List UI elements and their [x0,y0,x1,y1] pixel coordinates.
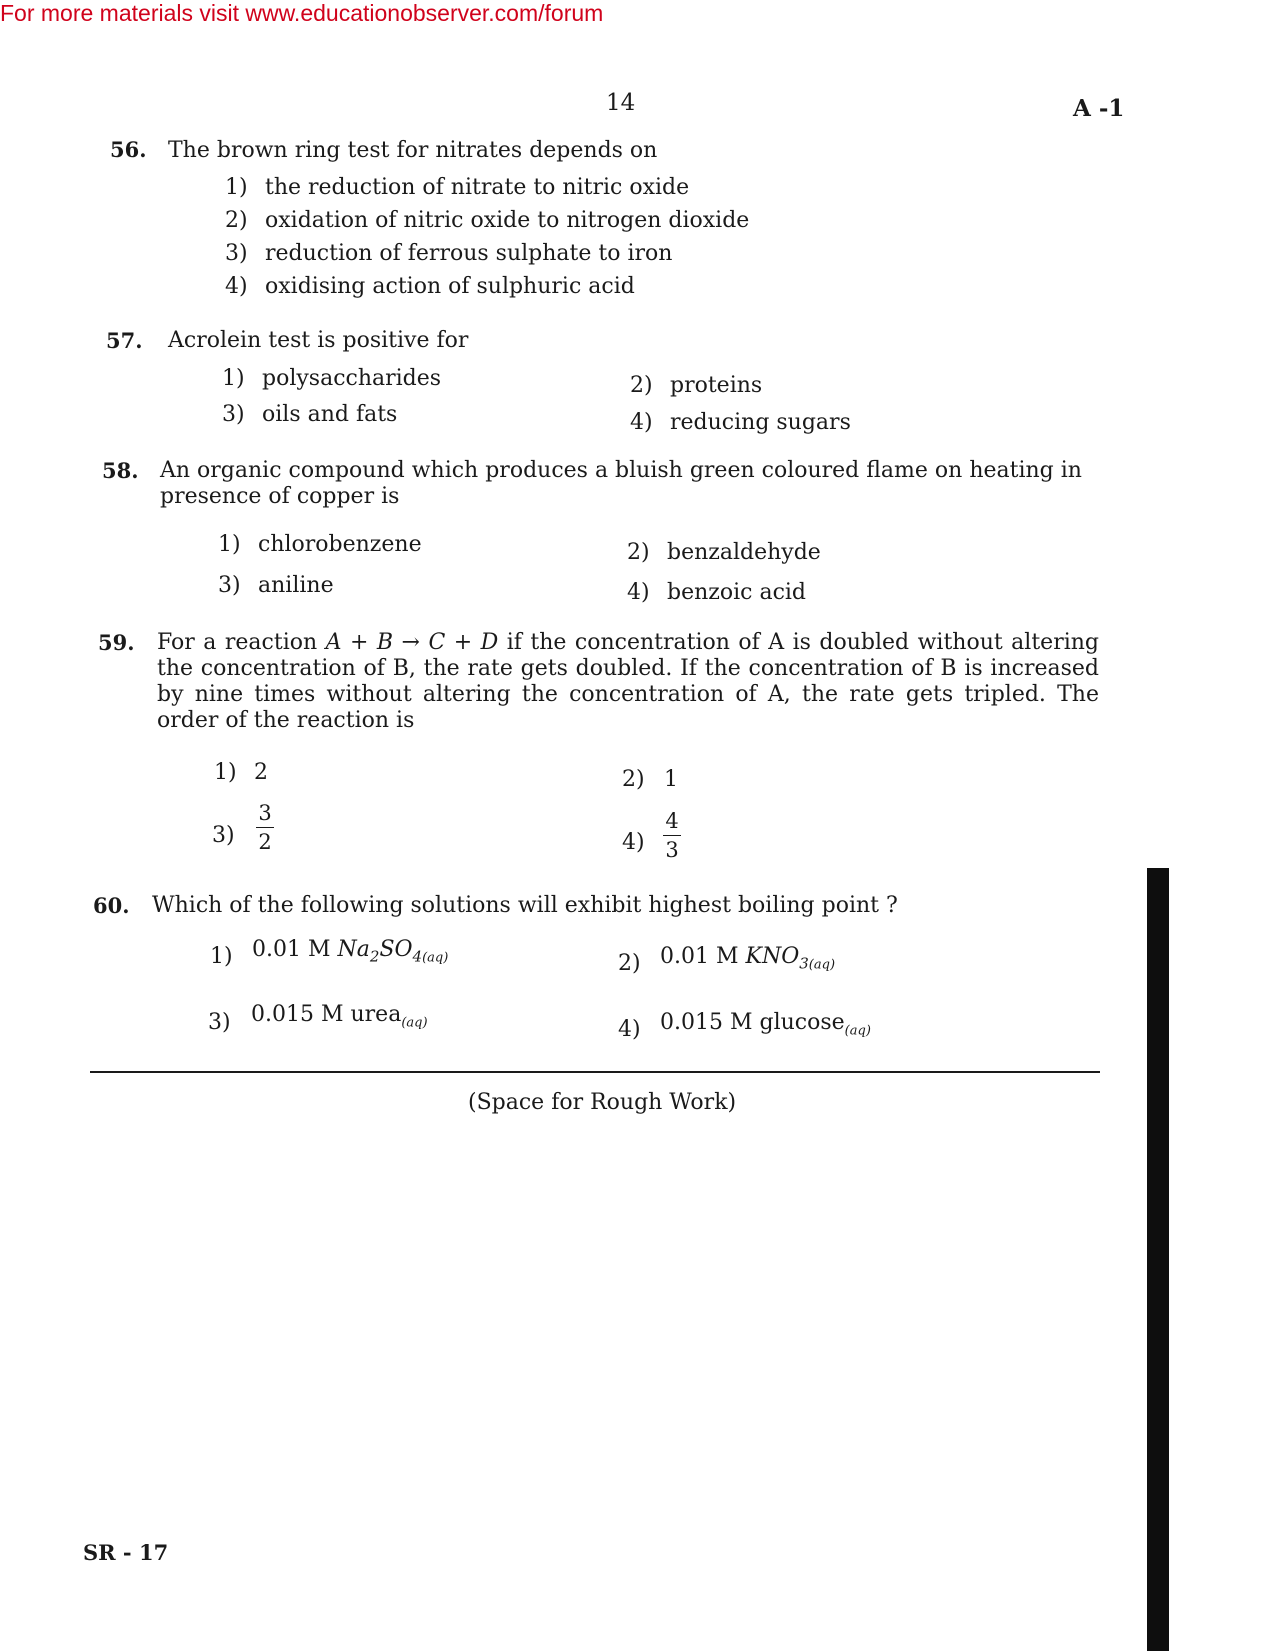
option-text: aniline [258,573,334,598]
fraction-numerator: 4 [665,809,679,833]
question-number: 57. [106,328,143,353]
formula-subscript: 4 [412,947,423,966]
formula-part: SO [379,937,413,962]
option-text: oxidising action of sulphuric acid [265,274,635,299]
option-label: 3) [222,402,245,427]
option-label: 2) [622,767,645,792]
option-label: 3) [225,241,248,266]
formula-subscript: 3 [799,954,809,973]
option-text: benzoic acid [667,580,807,605]
option-text: reducing sugars [670,410,851,435]
option-label: 2) [225,208,248,233]
option-text: benzaldehyde [667,540,821,565]
formula-subscript: 2 [369,947,380,966]
formula-part: Na [337,937,370,962]
option-label: 3) [218,573,241,598]
question-text: Acrolein test is positive for [168,328,469,353]
option-label: 4) [627,580,650,605]
option-text: oxidation of nitric oxide to nitrogen dioxide [265,208,750,233]
option-label: 4) [622,830,645,855]
question-number: 59. [98,630,135,655]
option-text: 2 [254,760,268,785]
option-prefix: 0.01 M [660,944,739,969]
fraction-numerator: 3 [258,801,272,825]
question-text-rest: if the concentration of A is doubled without altering the concentration of B, the rate gets doubled. If the concentration of B is increased by nine times without altering the concentration of A, the rate gets tripled. The order of the reaction is [157,630,1100,733]
option-text: the reduction of nitrate to nitric oxide [265,175,690,200]
question-text [157,630,1099,734]
question-number: 60. [93,893,130,918]
reaction-equation: A + B → C + D [325,630,499,655]
option-text: proteins [670,373,763,398]
fraction-denominator: 3 [665,838,679,862]
fraction-option [663,810,681,861]
option-label: 1) [214,760,237,785]
fraction-option [256,802,274,853]
page-number: 14 [606,90,636,116]
question-number: 58. [102,458,139,483]
option-label: 3) [208,1010,231,1035]
option-text: polysaccharides [262,366,442,391]
option-label: 1) [218,532,241,557]
option-label: 2) [627,540,650,565]
option-prefix: 0.015 M glucose [660,1010,845,1035]
formula-part: KNO [745,944,800,969]
option-label: 1) [222,366,245,391]
option-label: 4) [630,410,653,435]
option-label: 1) [225,175,248,200]
footer-code: SR - 17 [83,1540,169,1565]
aqueous-subscript: (aq) [422,950,449,966]
option-text [252,937,448,965]
watermark-link[interactable]: For more materials visit www.educationobserver.com/forum [0,0,604,26]
option-label: 4) [618,1017,641,1042]
option-text: reduction of ferrous sulphate to iron [265,241,673,266]
question-number: 56. [110,137,147,162]
option-prefix: 0.015 M urea [251,1002,402,1027]
fraction-denominator: 2 [258,830,272,854]
option-label: 2) [630,373,653,398]
option-text [660,944,835,972]
option-text: chlorobenzene [258,532,422,557]
option-text: 1 [664,767,678,792]
aqueous-subscript: (aq) [808,957,836,973]
chemical-formula [337,937,423,966]
scan-edge-shadow [1147,868,1169,1651]
option-text [660,1010,871,1038]
question-text: Which of the following solutions will exhibit highest boiling point ? [152,893,898,918]
question-text: An organic compound which produces a bluish green coloured flame on heating in presence of copper is [160,458,1082,509]
fraction-bar [256,827,274,828]
fraction-bar [663,835,681,836]
option-prefix: 0.01 M [252,937,331,962]
aqueous-subscript: (aq) [844,1023,871,1039]
aqueous-subscript: (aq) [401,1015,428,1031]
option-text [251,1002,428,1030]
rough-work-label: (Space for Rough Work) [468,1090,737,1115]
option-label: 2) [618,951,641,976]
option-label: 4) [225,274,248,299]
chemical-formula [745,944,809,973]
booklet-code: A -1 [1073,95,1125,122]
question-text: The brown ring test for nitrates depends on [168,138,658,163]
option-text: oils and fats [262,402,398,427]
question-text-lead: For a reaction [157,630,318,655]
divider-line [90,1071,1100,1073]
option-label: 1) [210,944,233,969]
option-label: 3) [212,823,235,848]
